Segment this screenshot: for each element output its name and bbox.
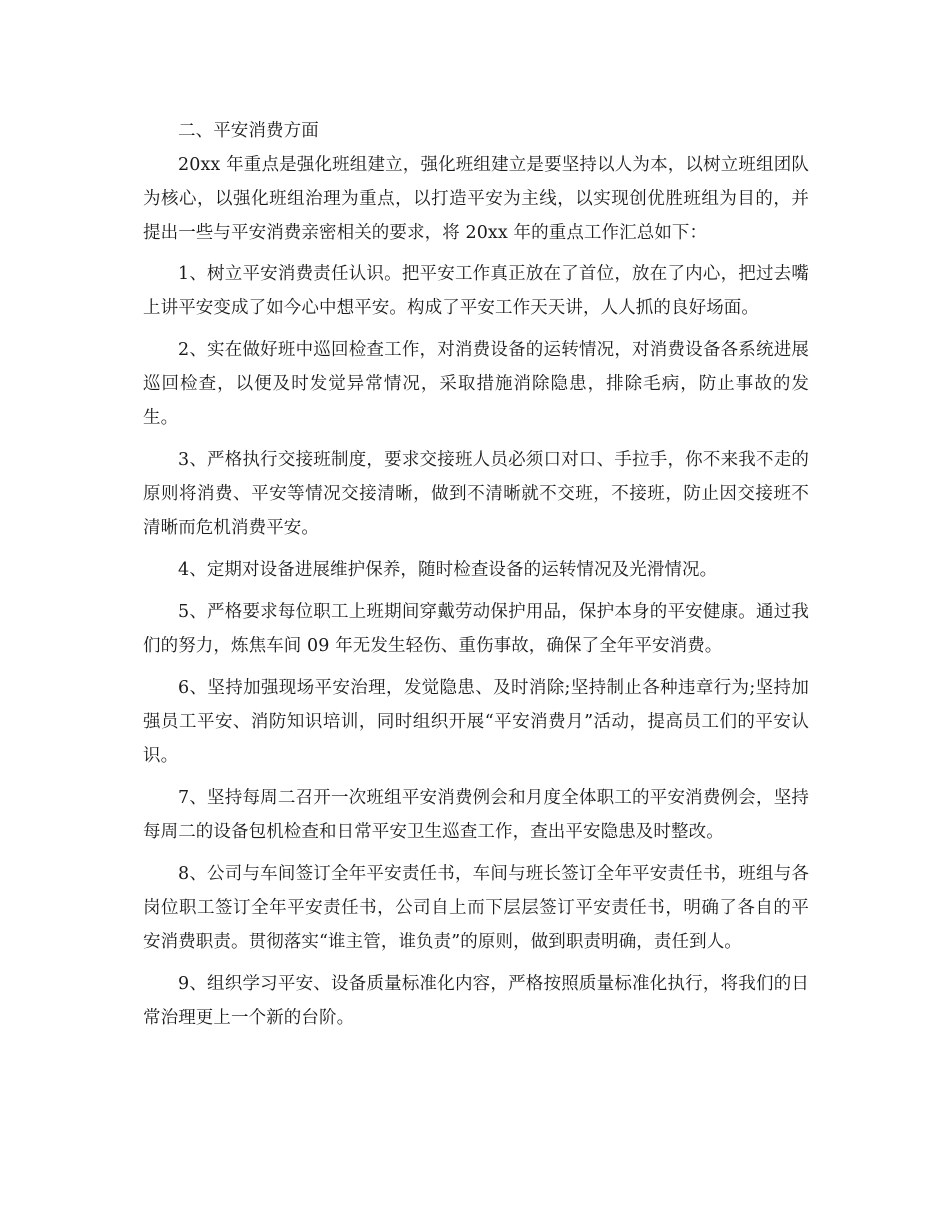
paragraph-item-4: 4、定期对设备进展维护保养，随时检查设备的运转情况及光滑情况。: [178, 560, 718, 580]
paragraph-item-6: 6、坚持加强现场平安治理，发觉隐患、及时消除;坚持制止各种违章行为;坚持加强员工平安、消防知识培训，同时组织开展“平安消费月”活动，提高员工们的平安认识。: [143, 678, 809, 766]
paragraph-item-8: 8、公司与车间签订全年平安责任书，车间与班长签订全年平安责任书，班组与各岗位职工签订全年平安责任书，公司自上而下层层签订平安责任书，明确了各自的平安消费职责。贯彻落实“谁主管，谁负责”的原则，做到职责明确，责任到人。: [143, 864, 809, 952]
paragraph-item-1: 1、树立平安消费责任认识。把平安工作真正放在了首位，放在了内心，把过去嘴上讲平安变成了如今心中想平安。构成了平安工作天天讲，人人抓的良好场面。: [143, 264, 809, 318]
section-heading: 二、平安消费方面: [178, 121, 319, 141]
paragraph-item-9: 9、组织学习平安、设备质量标准化内容，严格按照质量标准化执行，将我们的日常治理更上一个新的台阶。: [143, 974, 809, 1028]
document-body: [143, 114, 809, 1043]
paragraph-item-3: 3、严格执行交接班制度，要求交接班人员必须口对口、手拉手，你不来我不走的原则将消费、平安等情况交接清晰，做到不清晰就不交班，不接班，防止因交接班不清晰而危机消费平安。: [143, 450, 809, 538]
paragraph-intro: 20xx 年重点是强化班组建立，强化班组建立是要坚持以人为本，以树立班组团队为核心，以强化班组治理为重点，以打造平安为主线，以实现创优胜班组为目的，并提出一些与平安消费亲密相关的要求，将 20xx 年的重点工作汇总如下：: [143, 155, 809, 243]
paragraph-item-7: 7、坚持每周二召开一次班组平安消费例会和月度全体职工的平安消费例会，坚持每周二的设备包机检查和日常平安卫生巡查工作，查出平安隐患及时整改。: [143, 788, 809, 842]
paragraph-item-5: 5、严格要求每位职工上班期间穿戴劳动保护用品，保护本身的平安健康。通过我们的努力，炼焦车间 09 年无发生轻伤、重伤事故，确保了全年平安消费。: [143, 602, 809, 656]
paragraph-item-2: 2、实在做好班中巡回检查工作，对消费设备的运转情况，对消费设备各系统进展巡回检查，以便及时发觉异常情况，采取措施消除隐患，排除毛病，防止事故的发生。: [143, 340, 809, 428]
